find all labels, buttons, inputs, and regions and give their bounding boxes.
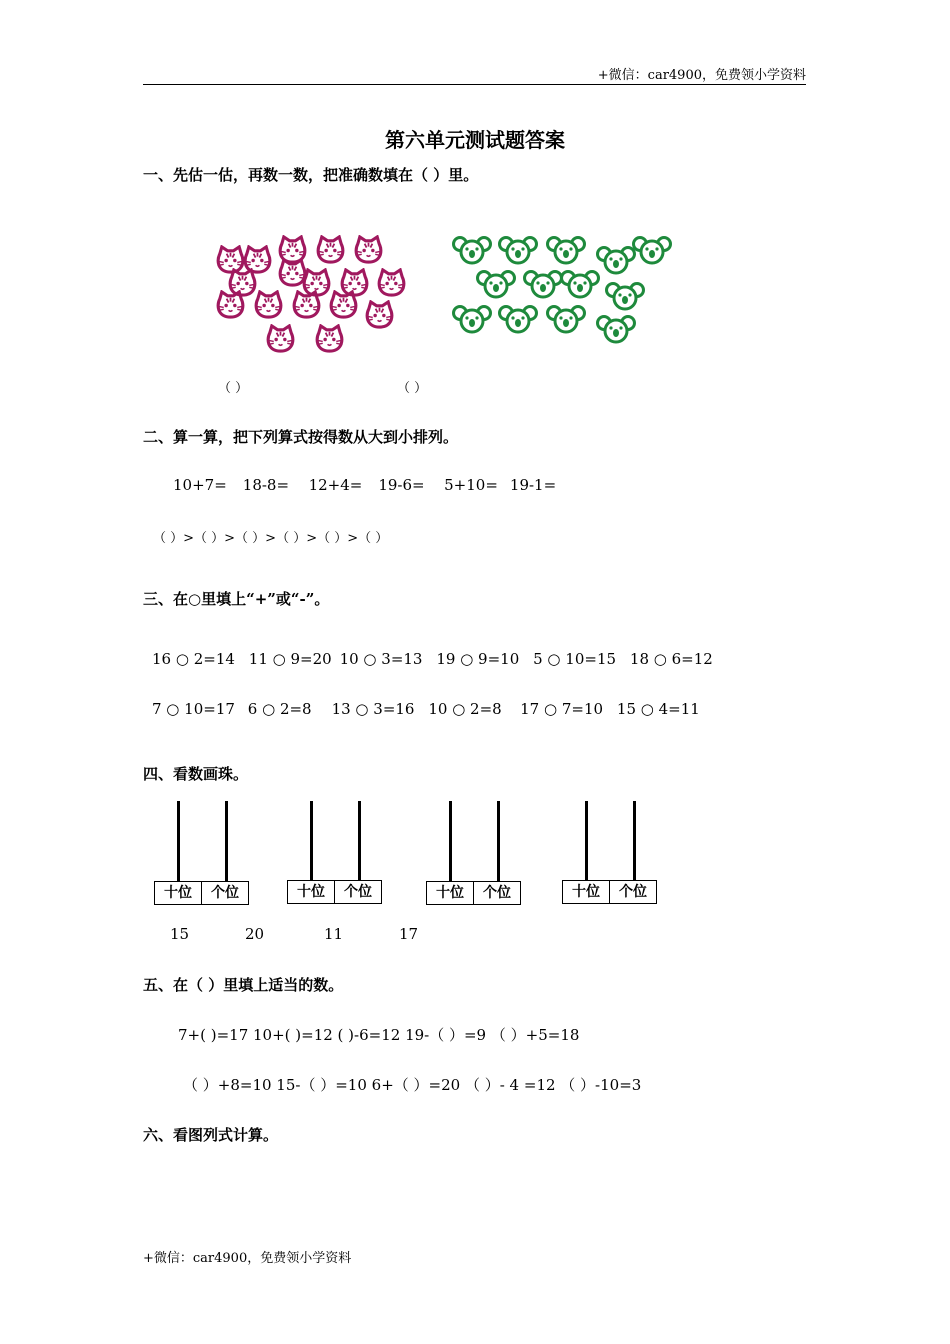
sign-equation[interactable]: 5 ○ 10=15 <box>533 650 617 668</box>
sign-equation[interactable]: 17 ○ 7=10 <box>520 700 604 718</box>
koala-icon <box>546 303 586 335</box>
page-header-text: +微信：car4900，免费领小学资料 <box>597 68 806 83</box>
sign-equation[interactable]: 15 ○ 4=11 <box>616 700 700 718</box>
tiger-icon <box>292 290 321 319</box>
koala-icon <box>605 280 645 312</box>
page-footer-text: +微信：car4900，免费领小学资料 <box>143 1251 352 1266</box>
koala-icon <box>498 303 538 335</box>
tens-label: 十位 <box>297 884 325 900</box>
tiger-icon <box>216 290 245 319</box>
tiger-icon <box>365 300 394 329</box>
koala-icon <box>523 268 563 300</box>
section-3-heading: 三、在○里填上“+”或“-”。 <box>143 590 330 608</box>
expression: 19-1= <box>509 476 557 494</box>
place-value-table <box>154 881 249 905</box>
tens-label: 十位 <box>436 885 464 901</box>
koala-icon <box>596 313 636 345</box>
tiger-count-blank[interactable]: （ ） <box>218 381 249 396</box>
tiger-icon <box>266 324 295 353</box>
tiger-icon <box>377 268 406 297</box>
expression: 12+4= <box>308 476 363 494</box>
sign-row-2 <box>152 700 700 718</box>
place-value-table <box>426 881 521 905</box>
tens-rod[interactable] <box>449 801 452 881</box>
tens-rod[interactable] <box>585 801 588 881</box>
tiger-icon <box>315 324 344 353</box>
abacus-number: 11 <box>324 925 344 943</box>
abacus-number: 20 <box>245 925 265 943</box>
page-title: 第六单元测试题答案 <box>385 128 565 152</box>
koala-icon <box>632 234 672 266</box>
ones-label: 个位 <box>334 881 381 903</box>
koala-icon <box>476 268 516 300</box>
koala-icon <box>498 234 538 266</box>
koala-count-blank[interactable]: （ ） <box>397 381 428 396</box>
koala-icon <box>560 268 600 300</box>
order-answer-row[interactable]: （ ）>（ ）>（ ）>（ ）>（ ）>（ ） <box>153 531 389 546</box>
sign-equation[interactable]: 19 ○ 9=10 <box>436 650 520 668</box>
koala-icon <box>596 244 636 276</box>
section-2-heading: 二、算一算，把下列算式按得数从大到小排列。 <box>143 428 459 446</box>
sign-equation[interactable]: 16 ○ 2=14 <box>152 650 235 668</box>
place-value-table <box>287 880 382 904</box>
section-6-heading: 六、看图列式计算。 <box>143 1126 279 1144</box>
ones-label: 个位 <box>609 881 656 903</box>
ones-rod[interactable] <box>225 801 228 881</box>
sign-equation[interactable]: 13 ○ 3=16 <box>331 700 415 718</box>
tiger-icon <box>316 235 345 264</box>
abacus-number: 15 <box>170 925 190 943</box>
ones-rod[interactable] <box>497 801 500 881</box>
sign-equation[interactable]: 6 ○ 2=8 <box>247 700 312 718</box>
section-5-heading: 五、在（ ）里填上适当的数。 <box>143 976 344 994</box>
sign-equation[interactable]: 18 ○ 6=12 <box>629 650 713 668</box>
tiger-icon <box>254 290 283 319</box>
fill-row-2[interactable]: （ ）+8=10 15-（ ）=10 6+（ ）=20 （ ）- 4 =12 （ ）-10=3 <box>183 1076 642 1094</box>
sign-row-1 <box>152 650 713 668</box>
fill-row-1[interactable]: 7+( )=17 10+( )=12 ( )-6=12 19-（ ）=9 （ ）+5=18 <box>178 1026 580 1044</box>
sign-equation[interactable]: 7 ○ 10=17 <box>152 700 235 718</box>
abacus-number: 17 <box>399 925 419 943</box>
sign-equation[interactable]: 10 ○ 2=8 <box>428 700 502 718</box>
section-1-heading: 一、先估一估，再数一数，把准确数填在（ ）里。 <box>143 166 479 184</box>
ones-label: 个位 <box>201 882 248 904</box>
expression: 19-6= <box>378 476 425 494</box>
place-value-table <box>562 880 657 904</box>
expression: 18-8= <box>242 476 290 494</box>
ones-rod[interactable] <box>633 801 636 881</box>
tiger-icon <box>354 235 383 264</box>
koala-icon <box>546 234 586 266</box>
ones-label: 个位 <box>473 882 520 904</box>
expression-row <box>173 476 556 494</box>
header-divider <box>143 84 806 85</box>
koala-icon <box>452 303 492 335</box>
sign-equation[interactable]: 10 ○ 3=13 <box>339 650 423 668</box>
koala-icon <box>452 234 492 266</box>
tiger-icon <box>329 290 358 319</box>
expression: 5+10= <box>444 476 498 494</box>
tens-label: 十位 <box>572 884 600 900</box>
tens-rod[interactable] <box>177 801 180 881</box>
tens-rod[interactable] <box>310 801 313 881</box>
ones-rod[interactable] <box>358 801 361 881</box>
section-4-heading: 四、看数画珠。 <box>143 765 249 783</box>
sign-equation[interactable]: 11 ○ 9=20 <box>248 650 332 668</box>
tens-label: 十位 <box>164 885 192 901</box>
expression: 10+7= <box>173 476 227 494</box>
